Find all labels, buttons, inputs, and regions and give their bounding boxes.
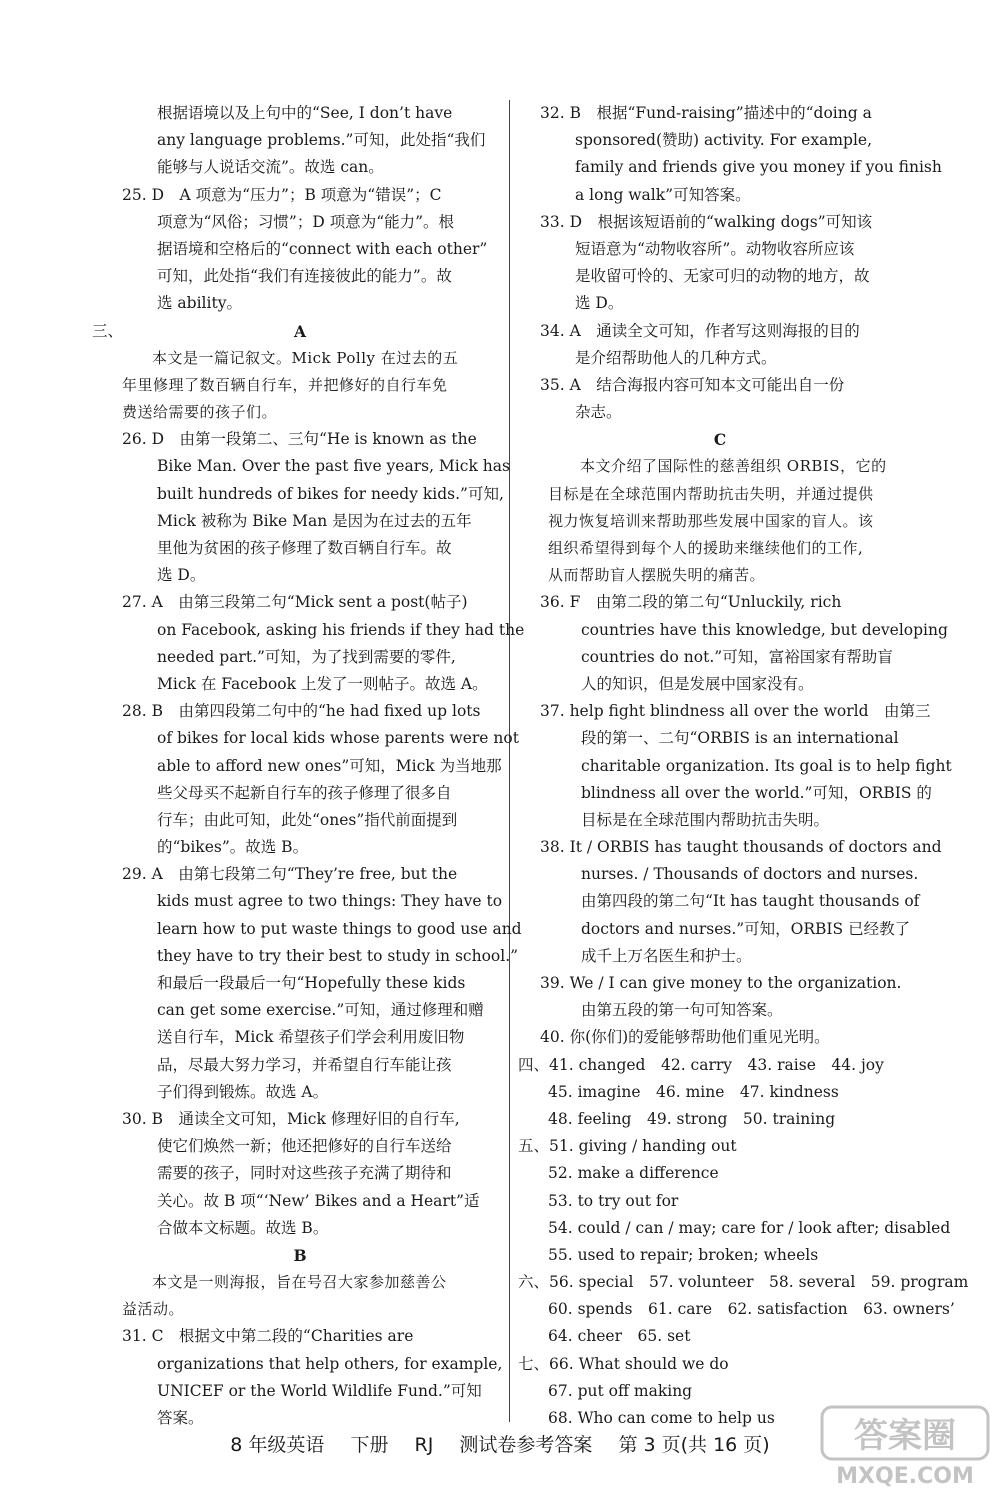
text-line: family and friends give you money if you finish: [575, 158, 942, 177]
text-line: on Facebook, asking his friends if they had the: [157, 620, 525, 639]
text-line: 据语境和空格后的“connect with each other”: [157, 239, 488, 258]
footer-edition: RJ: [414, 1434, 434, 1456]
text-line: of bikes for local kids whose parents were not: [157, 729, 519, 748]
answer-34: 34. A 通读全文可知，作者写这则海报的目的: [540, 321, 860, 340]
text-line: 些父母买不起新自行车的孩子修理了很多自: [157, 783, 452, 802]
text-line: 里他为贫困的孩子修理了数百辆自行车。故: [157, 539, 452, 557]
right-column: [518, 100, 969, 1432]
footer-volume: 下册: [350, 1434, 389, 1456]
text-line: 品，尽最大努力学习，并希望自行车能让孩: [157, 1055, 452, 1074]
footer-title: 测试卷参考答案: [459, 1434, 593, 1456]
text-line: 行车；由此可知，此处“ones”指代前面提到: [157, 810, 458, 829]
section-5-row: 53. to try out for: [548, 1191, 679, 1210]
text-line: needed part.”可知，为了找到需要的零件,: [157, 647, 456, 666]
section-5-row: 55. used to repair; broken; wheels: [548, 1245, 819, 1264]
text-line: 目标是在全球范围内帮助抗击失明。: [581, 810, 830, 829]
text-line: 选 D。: [575, 294, 624, 313]
answer-40: 40. 你(你们)的爱能够帮助他们重见光明。: [540, 1028, 830, 1047]
answer-26: 26. D 由第一段第二、三句“He is known as the: [122, 430, 477, 449]
text-line: sponsored(赞助) activity. For example,: [575, 131, 873, 150]
summary-line: 年里修理了数百辆自行车，并把修好的自行车免: [122, 375, 448, 394]
text-line: 杂志。: [575, 403, 622, 422]
section-7-row: 67. put off making: [548, 1381, 693, 1400]
text-line: 选 D。: [157, 566, 206, 585]
section-7-row: 68. Who can come to help us: [548, 1409, 775, 1427]
text-line: able to afford new ones”可知，Mick 为当地那: [157, 756, 502, 775]
summary-line: 本文介绍了国际性的慈善组织 ORBIS，它的: [580, 457, 887, 476]
text-line: 根据语境以及上句中的“See, I don’t have: [157, 104, 453, 122]
text-line: 和最后一段最后一句“Hopefully these kids: [157, 974, 466, 992]
section-b-heading: B: [293, 1245, 307, 1265]
section-7-row: 七、66. What should we do: [518, 1354, 729, 1373]
summary-line: 从而帮助盲人摆脱失明的痛苦。: [548, 566, 766, 585]
text-line: blindness all over the world.”可知，ORBIS 的: [581, 783, 932, 802]
summary-line: 组织希望得到每个人的援助来继续他们的工作,: [548, 539, 864, 557]
text-line: 人的知识，但是发展中国家没有。: [581, 674, 814, 693]
section-5-row: 52. make a difference: [548, 1164, 719, 1183]
section-4-row: 四、41. changed 42. carry 43. raise 44. joy: [518, 1055, 884, 1074]
text-line: organizations that help others, for example,: [157, 1354, 503, 1373]
answer-32: 32. B 根据“Fund-raising”描述中的“doing a: [540, 104, 872, 122]
text-line: they have to try their best to study in school.”: [157, 946, 519, 965]
text-line: 子们得到锻炼。故选 A。: [157, 1082, 329, 1101]
text-line: any language problems.”可知，此处指“我们: [157, 131, 486, 150]
summary-line: 益活动。: [122, 1300, 185, 1319]
text-line: 选 ability。: [157, 294, 242, 313]
text-line: countries do not.”可知，富裕国家有帮助盲: [581, 647, 893, 666]
footer-grade: 8 年级英语: [230, 1434, 325, 1456]
section-5-row: 五、51. giving / handing out: [518, 1137, 737, 1156]
answer-29: 29. A 由第七段第二句“They’re free, but the: [122, 865, 458, 884]
text-line: countries have this knowledge, but developing: [581, 620, 948, 639]
answer-36: 36. F 由第二段的第二句“Unluckily, rich: [540, 593, 842, 612]
section-4-row: 48. feeling 49. strong 50. training: [548, 1109, 836, 1128]
text-line: Mick 被称为 Bike Man 是因为在过去的五年: [157, 511, 472, 530]
text-line: a long walk”可知答案。: [575, 185, 751, 204]
answer-27: 27. A 由第三段第二句“Mick sent a post(帖子): [122, 593, 468, 612]
section-a-heading: 三、 A: [100, 318, 500, 345]
answer-38: 38. It / ORBIS has taught thousands of doctors and: [540, 838, 942, 857]
left-column: [92, 100, 525, 1432]
summary-line: 视力恢复培训来帮助那些发展中国家的盲人。该: [548, 511, 874, 530]
text-line: nurses. / Thousands of doctors and nurses.: [581, 865, 919, 884]
section-6-row: 64. cheer 65. set: [548, 1327, 691, 1346]
answer-37: 37. help fight blindness all over the world 由第三: [540, 702, 931, 721]
text-line: 是介绍帮助他人的几种方式。: [575, 348, 777, 367]
text-line: can get some exercise.”可知，通过修理和赠: [157, 1001, 484, 1020]
page-footer: [0, 1430, 1000, 1457]
text-line: 合做本文标题。故选 B。: [157, 1218, 329, 1237]
column-divider: [509, 100, 510, 1422]
answer-28: 28. B 由第四段第二句中的“he had fixed up lots: [122, 702, 481, 721]
text-line: charitable organization. Its goal is to help fight: [581, 756, 952, 775]
text-line: 关心。故 B 项“‘New’ Bikes and a Heart”适: [157, 1191, 480, 1210]
text-line: kids must agree to two things: They have to: [157, 892, 503, 911]
section-6-row: 60. spends 61. care 62. satisfaction 63. owners’: [548, 1300, 955, 1319]
summary-line: 费送给需要的孩子们。: [122, 403, 278, 422]
summary-line: 本文是一则海报，旨在号召大家参加慈善公: [152, 1273, 447, 1292]
text-line: built hundreds of bikes for needy kids.”可知,: [157, 484, 504, 503]
answer-25: 25. D A 项意为“压力”；B 项意为“错误”；C: [122, 185, 442, 204]
summary-line: 目标是在全球范围内帮助抗击失明，并通过提供: [548, 484, 874, 503]
text-line: 能够与人说话交流”。故选 can。: [157, 158, 384, 177]
answer-35: 35. A 结合海报内容可知本文可能出自一份: [540, 375, 845, 394]
section-c-heading: C: [713, 430, 727, 450]
text-line: 项意为“风俗；习惯”；D 项意为“能力”。根: [157, 212, 455, 231]
answer-31: 31. C 根据文中第二段的“Charities are: [122, 1327, 414, 1346]
answer-30: 30. B 通读全文可知，Mick 修理好旧的自行车,: [122, 1109, 460, 1128]
text-line: UNICEF or the World Wildlife Fund.”可知: [157, 1381, 482, 1400]
watermark-brand: 答案圈: [854, 1416, 956, 1456]
section-label-3: 三、: [92, 321, 124, 340]
watermark-site: MXQE.COM: [836, 1464, 974, 1489]
text-line: 送自行车，Mick 希望孩子们学会利用废旧物: [157, 1028, 465, 1047]
text-line: 短语意为“动物收容所”。动物收容所应该: [575, 239, 855, 258]
text-line: 答案。: [157, 1409, 204, 1427]
text-line: 可知，此处指“我们有连接彼此的能力”。故: [157, 267, 452, 286]
text-line: 是收留可怜的、无家可归的动物的地方，故: [575, 267, 870, 286]
text-line: doctors and nurses.”可知，ORBIS 已经教了: [581, 919, 911, 938]
summary-line: 本文是一篇记叙文。Mick Polly 在过去的五: [152, 348, 459, 367]
footer-page: 第 3 页(共 16 页): [618, 1434, 770, 1456]
answer-39: 39. We / I can give money to the organization.: [540, 974, 902, 992]
text-line: 由第四段的第二句“It has taught thousands of: [581, 892, 920, 911]
text-line: 由第五段的第一句可知答案。: [581, 1001, 783, 1020]
text-line: 的“bikes”。故选 B。: [157, 838, 309, 857]
text-line: 使它们焕然一新；他还把修好的自行车送给: [157, 1137, 452, 1156]
text-line: 需要的孩子，同时对这些孩子充满了期待和: [157, 1164, 452, 1183]
section-4-row: 45. imagine 46. mine 47. kindness: [548, 1082, 839, 1101]
text-line: 成千上万名医生和护士。: [581, 946, 752, 965]
section-5-row: 54. could / can / may; care for / look after; disabled: [548, 1218, 951, 1237]
answer-33: 33. D 根据该短语前的“walking dogs”可知该: [540, 212, 873, 231]
text-line: 段的第一、二句“ORBIS is an international: [581, 729, 899, 748]
text-line: Bike Man. Over the past five years, Mick has: [157, 457, 510, 476]
text-line: Mick 在 Facebook 上发了一则帖子。故选 A。: [157, 674, 488, 693]
section-6-row: 六、56. special 57. volunteer 58. several 59. program: [518, 1273, 969, 1292]
text-line: learn how to put waste things to good use and: [157, 919, 522, 938]
